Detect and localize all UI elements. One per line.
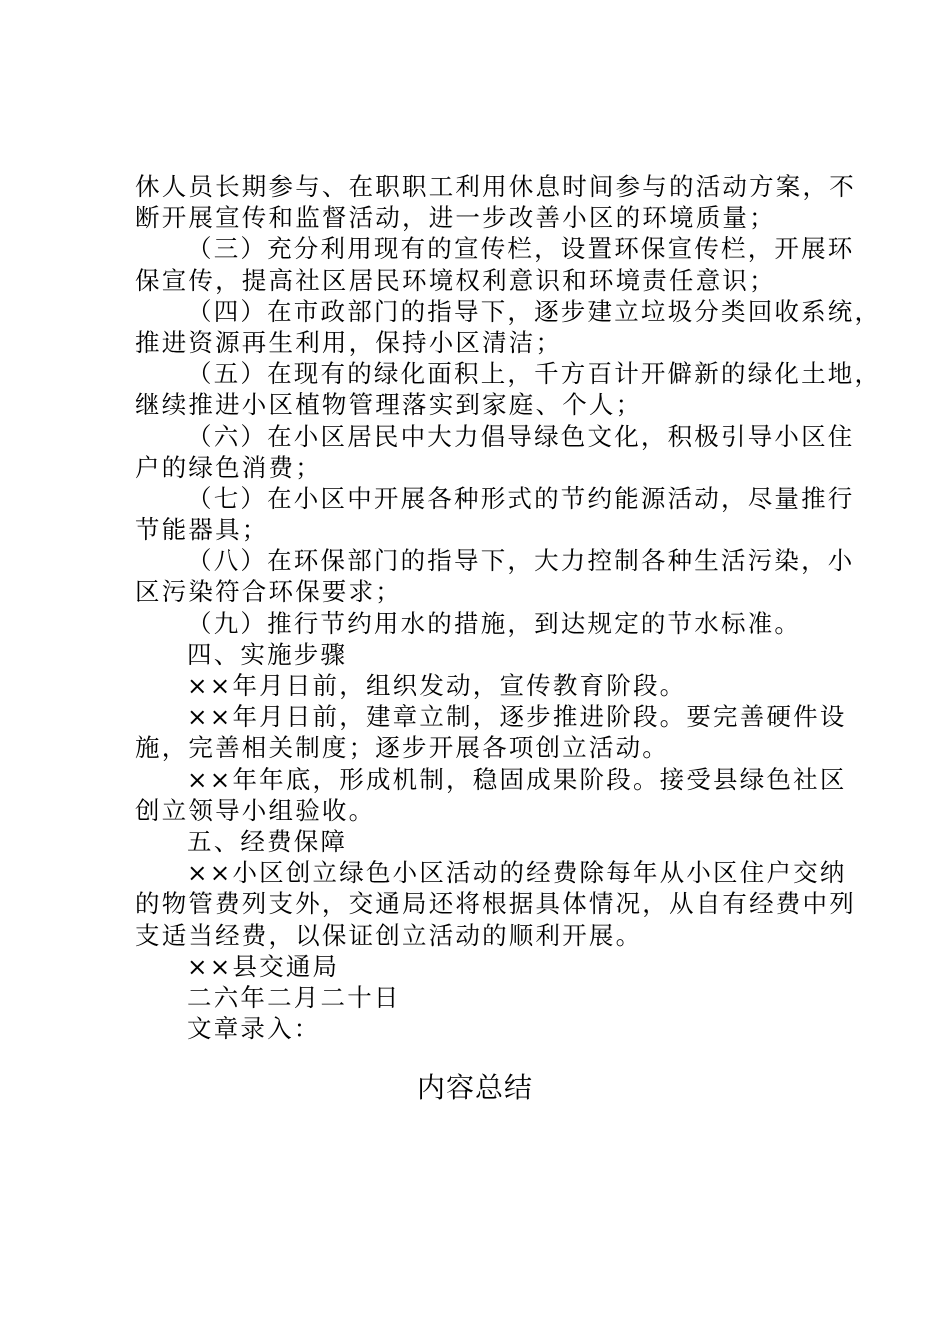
summary-title: 内容总结 <box>416 1071 533 1104</box>
text-line: 保宣传，提高社区居民环境权利意识和环境责任意识； <box>135 265 776 295</box>
signature-date: 二六年二月二十日 <box>187 982 401 1012</box>
text-line: （九）推行节约用水的措施，到达规定的节水标准。 <box>187 608 802 638</box>
text-line: 继续推进小区植物管理落实到家庭、个人； <box>135 390 643 420</box>
text-line: （七）在小区中开展各种形式的节约能源活动，尽量推行 <box>187 483 855 513</box>
text-line: 断开展宣传和监督活动，进一步改善小区的环境质量； <box>135 203 776 233</box>
text-line: ××年月日前，组织发动，宣传教育阶段。 <box>187 671 687 700</box>
text-line: 的物管费列支外，交通局还将根据具体情况，从自有经费中列 <box>135 889 856 919</box>
text-line: 区污染符合环保要求； <box>135 577 402 607</box>
text-line: 支适当经费，以保证创立活动的顺利开展。 <box>135 920 643 950</box>
text-line: （三）充分利用现有的宣传栏，设置环保宣传栏，开展环 <box>187 234 855 264</box>
text-line: ××年年底，形成机制，稳固成果阶段。接受县绿色社区 <box>187 764 847 794</box>
text-line: （六）在小区居民中大力倡导绿色文化，积极引导小区住 <box>187 421 855 451</box>
text-line: 节能器具； <box>135 515 269 545</box>
text-line: 休人员长期参与、在职职工利用休息时间参与的活动方案，不 <box>135 172 856 201</box>
text-line: 户的绿色消费； <box>135 452 322 482</box>
text-line: （四）在市政部门的指导下，逐步建立垃圾分类回收系统， <box>187 296 882 326</box>
section-heading: 四、实施步骤 <box>187 639 348 669</box>
text-line: （八）在环保部门的指导下，大力控制各种生活污染，小 <box>187 546 855 576</box>
text-line: ××小区创立绿色小区活动的经费除每年从小区住户交纳 <box>187 858 847 888</box>
text-line: 施，完善相关制度；逐步开展各项创立活动。 <box>135 733 669 763</box>
entry-label: 文章录入： <box>187 1014 321 1044</box>
text-line: 创立领导小组验收。 <box>135 795 376 825</box>
text-line: 推进资源再生利用，保持小区清洁； <box>135 327 563 357</box>
text-line: （五）在现有的绿化面积上，千方百计开僻新的绿化土地， <box>187 359 882 389</box>
text-line: ××年月日前，建章立制，逐步推进阶段。要完善硬件设 <box>187 702 847 732</box>
document-body <box>135 171 882 1044</box>
signature-org: ××县交通局 <box>187 951 340 981</box>
section-heading: 五、经费保障 <box>187 826 348 856</box>
